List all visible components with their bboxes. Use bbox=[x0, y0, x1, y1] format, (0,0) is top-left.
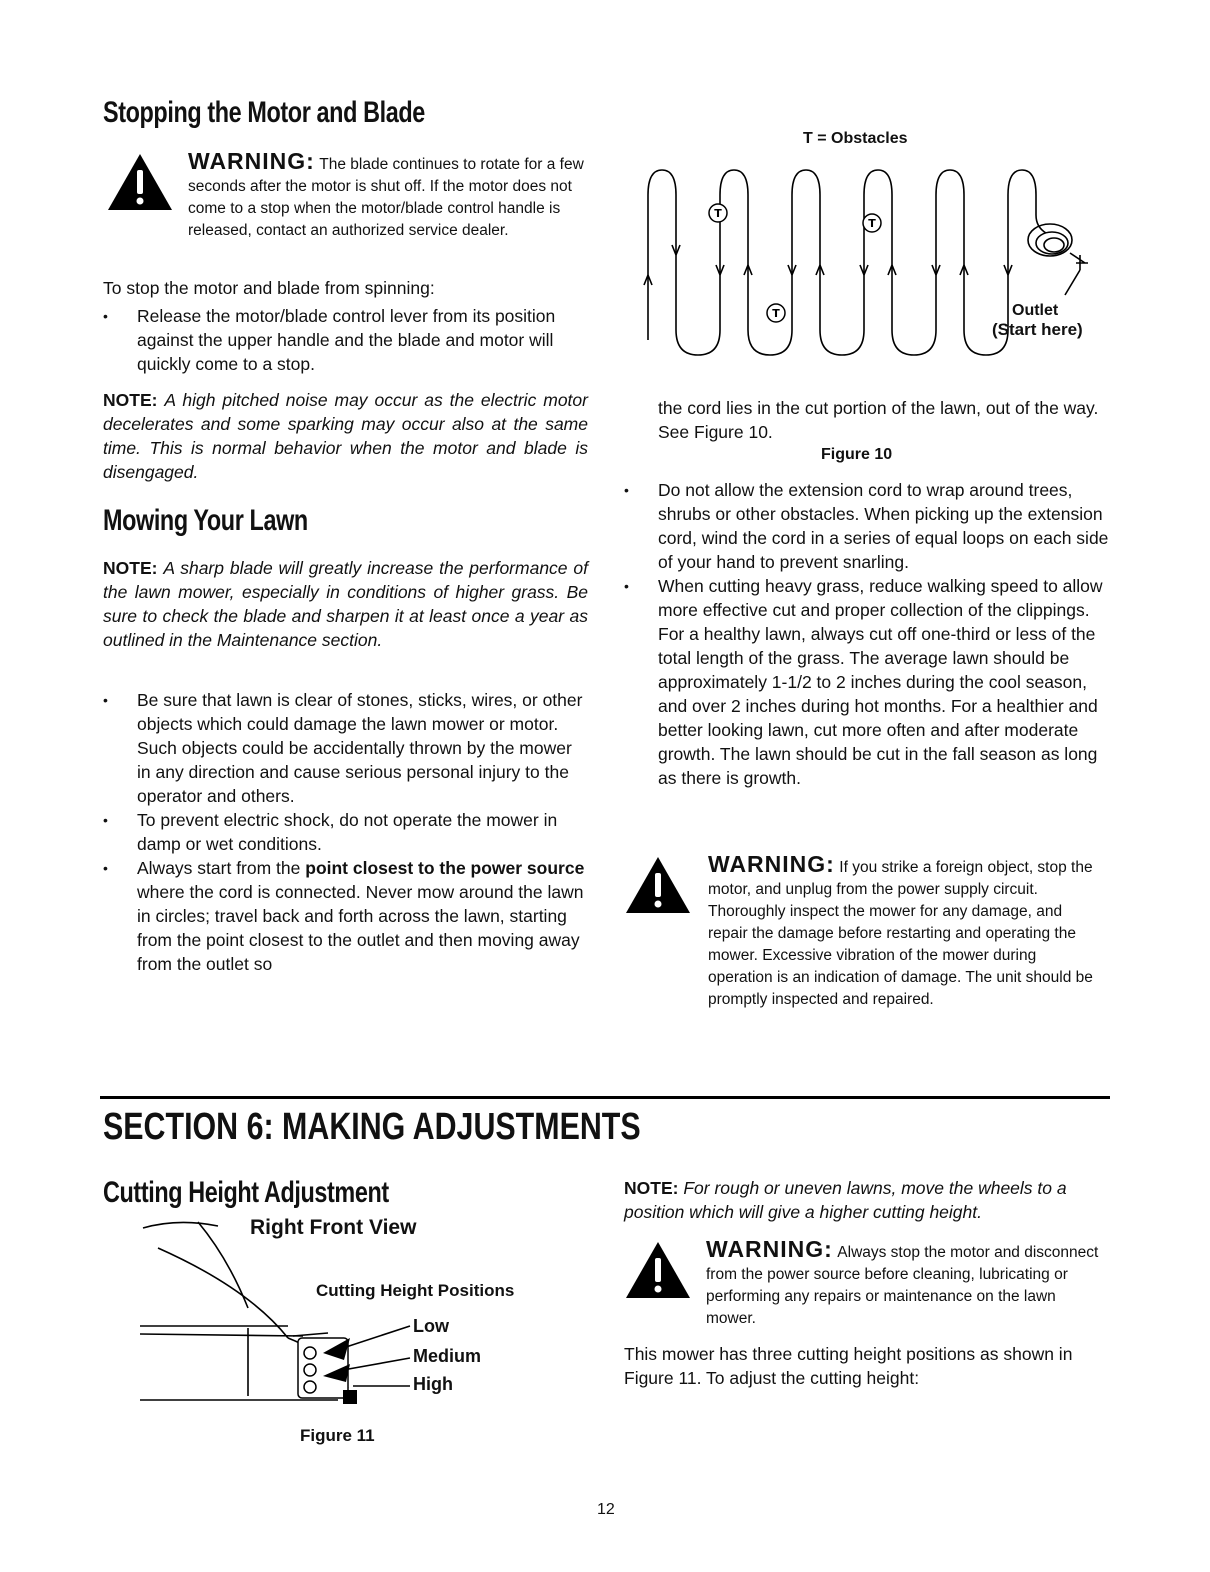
stopping-warning bbox=[188, 148, 588, 242]
list-item: • To prevent electric shock, do not operate the mower in damp or wet conditions. bbox=[103, 808, 588, 856]
note-text: A sharp blade will greatly increase the performance of the lawn mower, especially in conditions of higher grass. Be sure to check the blade and sharpen it at least once a year as outlined in the Maintenance section. bbox=[103, 558, 588, 650]
list-item: • Do not allow the extension cord to wrap around trees, shrubs or other obstacles. When picking up the extension cord, wind the cord in a series of equal loops on each side of your hand to prevent snarling. bbox=[624, 478, 1112, 574]
obstacle-label: T bbox=[868, 217, 876, 230]
mowing-heading: Mowing Your Lawn bbox=[103, 504, 308, 537]
mowing-bullets-right bbox=[624, 478, 1112, 790]
note-label: NOTE: bbox=[103, 390, 158, 410]
medium-label: Medium bbox=[413, 1346, 482, 1366]
warning-text: The blade continues to rotate for a few seconds after the motor is shut off. If the motor does not come to a stop when the motor/blade control handle is released, contact an authorized service dealer. bbox=[188, 156, 584, 239]
warning-title: WARNING: bbox=[708, 851, 835, 877]
obstacle-label: T bbox=[714, 207, 722, 220]
mowing-bullets bbox=[103, 688, 588, 976]
high-label: High bbox=[413, 1374, 453, 1394]
stopping-bullets bbox=[103, 304, 573, 376]
adjust-note bbox=[624, 1176, 1112, 1224]
stopping-note bbox=[103, 388, 588, 484]
bullet-text: where the cord is connected. Never mow around the lawn in circles; travel back and forth across the lawn, starting from the point closest to the outlet and then moving away from the outlet so bbox=[137, 882, 584, 974]
list-item: • Release the motor/blade control lever from its position against the upper handle and the blade and motor will quickly come to a stop. bbox=[103, 304, 573, 376]
warning-triangle-icon bbox=[624, 855, 692, 915]
note-label: NOTE: bbox=[103, 558, 158, 578]
stopping-heading: Stopping the Motor and Blade bbox=[103, 96, 425, 129]
obstacle-label: T bbox=[772, 307, 780, 320]
figure11-diagram bbox=[138, 1218, 418, 1418]
warning-triangle-icon bbox=[624, 1240, 692, 1300]
warning-title: WARNING: bbox=[188, 148, 315, 174]
mowing-note bbox=[103, 556, 588, 652]
right-front-view-label: Right Front View bbox=[250, 1216, 417, 1239]
outlet-label: Outlet bbox=[1012, 302, 1059, 319]
mowing-continued: the cord lies in the cut portion of the lawn, out of the way. See Figure 10. bbox=[658, 398, 1099, 442]
low-label: Low bbox=[413, 1316, 449, 1336]
section6-heading: SECTION 6: MAKING ADJUSTMENTS bbox=[103, 1106, 641, 1148]
figure11-caption: Figure 11 bbox=[300, 1426, 375, 1445]
warning-triangle-icon bbox=[106, 152, 174, 212]
adjust-body: This mower has three cutting height positions as shown in Figure 11. To adjust the cutting height: bbox=[624, 1344, 1073, 1388]
list-item: • Be sure that lawn is clear of stones, sticks, wires, or other objects which could damage the lawn mower or motor. Such objects could be accidentally thrown by the mower in any direction and cause serious personal injury to the operator and others. bbox=[103, 688, 588, 808]
cutting-height-positions-label: Cutting Height Positions bbox=[316, 1281, 515, 1300]
figure10-legend: T = Obstacles bbox=[803, 130, 908, 147]
note-text: A high pitched noise may occur as the electric motor decelerates and some sparking may occur also at the same time. This is normal behavior when the motor and blade is disengaged. bbox=[103, 390, 588, 482]
cutting-height-heading: Cutting Height Adjustment bbox=[103, 1176, 389, 1209]
warning-text: Always stop the motor and disconnect from the power source before cleaning, lubricating or performing any repairs or maintenance on the lawn mower. bbox=[706, 1244, 1099, 1327]
bullet-bold-text: point closest to the power source bbox=[305, 858, 585, 878]
note-label: NOTE: bbox=[624, 1178, 679, 1198]
bullet-text: Always start from the bbox=[137, 858, 306, 878]
stopping-intro: To stop the motor and blade from spinning: bbox=[103, 278, 435, 298]
note-text: For rough or uneven lawns, move the wheels to a position which will give a higher cutting height. bbox=[624, 1178, 1067, 1222]
mowing-warning bbox=[708, 851, 1098, 1011]
page-number: 12 bbox=[597, 1501, 615, 1518]
figure10-caption: Figure 10 bbox=[821, 446, 893, 463]
warning-text: If you strike a foreign object, stop the motor, and unplug from the power supply circuit. Thoroughly inspect the mower for any damage, and repair the damage before restarting and operating the mower. Excessive vibration of the mower during operation is an indication of damage. The unit should be promptly inspected and repaired. bbox=[708, 859, 1093, 1008]
adjust-warning bbox=[706, 1236, 1106, 1330]
section-divider bbox=[100, 1096, 1110, 1099]
start-here-label: (Start here) bbox=[992, 320, 1083, 339]
list-item: • When cutting heavy grass, reduce walking speed to allow more effective cut and proper collection of the clippings. For a healthy lawn, always cut off one-third or less of the total length of the grass. The average lawn should be approximately 1-1/2 to 2 inches during the cool season, and over 2 inches during hot months. For a healthier and better looking lawn, cut more often and after moderate growth. The lawn should be cut in the fall season as long as there is growth. bbox=[624, 574, 1112, 790]
warning-title: WARNING: bbox=[706, 1236, 833, 1262]
list-item bbox=[103, 856, 588, 976]
